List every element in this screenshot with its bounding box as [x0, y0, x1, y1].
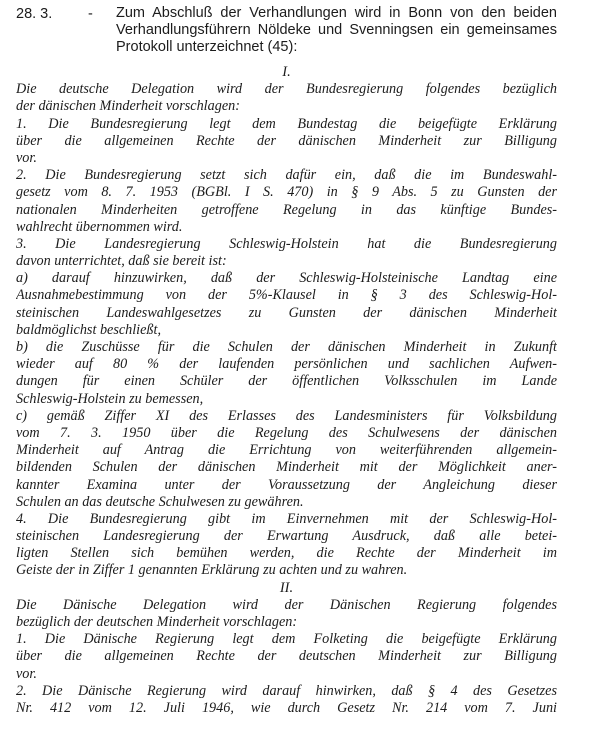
- text-line: Minderheit auf Antrag die Errichtung von weiterführenden allgemein-: [16, 442, 557, 459]
- text-line: nationalen Minderheiten getroffene Regelung in das künftige Bundes-: [16, 201, 557, 218]
- text-line: Die Dänische Delegation wird der Dänischen Regierung folgendes: [16, 596, 557, 613]
- text-line: dungen für einen Schüler der öffentlichen Volksschulen im Lande: [16, 373, 557, 390]
- text-line: kannter Examina unter der Voraussetzung der Angleichung dieser: [16, 476, 557, 493]
- text-line: Ausnahmebestimmung von der 5%-Klausel in § 3 des Schleswig-Hol-: [16, 287, 557, 304]
- text-line: Die deutsche Delegation wird der Bundesregierung folgendes bezüglich: [16, 81, 557, 98]
- text-line: 1. Die Bundesregierung legt dem Bundestag die beigefügte Erklärung: [16, 115, 557, 132]
- text-line: der dänischen Minderheit vorschlagen:: [16, 98, 240, 115]
- text-line: a) darauf hinzuwirken, daß der Schleswig-Holsteinische Landtag eine: [16, 270, 557, 287]
- text-line: über die allgemeinen Rechte der dänischen Minderheit zur Billigung: [16, 132, 557, 149]
- text-line: b) die Zuschüsse für die Schulen der dänischen Minderheit in Zukunft: [16, 339, 557, 355]
- text-line: 2. Die Dänische Regierung wird darauf hinwirken, daß § 4 des Gesetzes: [16, 682, 557, 699]
- text-line: vor.: [16, 665, 37, 682]
- text-line: wahlrecht übernommen wird.: [16, 218, 183, 235]
- text-line: vor.: [16, 149, 37, 166]
- section-ii-text: [16, 597, 557, 717]
- text-line: Geiste der in Ziffer 1 genannten Erklärung zu achten und zu wahren.: [16, 562, 408, 579]
- text-line: davon unterrichtet, daß sie bereit ist:: [16, 253, 227, 270]
- text-line: ligten Stellen sich bemühen werden, die Rechte der Minderheit im: [16, 545, 557, 562]
- entry-date: 28. 3.: [16, 6, 53, 22]
- text-line: bildenden Schulen der dänischen Minderheit mit der Möglichkeit aner-: [16, 459, 557, 476]
- text-line: steinischen Landeswahlgesetzes zu Gunsten der dänischen Minderheit: [16, 304, 557, 321]
- section-i-text: [16, 81, 557, 579]
- text-line: über die allgemeinen Rechte der deutschen Minderheit zur Billigung: [16, 648, 557, 665]
- entry-header: [0, 3, 600, 55]
- entry-dash: -: [88, 6, 93, 22]
- text-line: 1. Die Dänische Regierung legt dem Folketing die beigefügte Erklärung: [16, 631, 557, 648]
- text-line: Schulen an das deutsche Schulwesen zu gewähren.: [16, 493, 304, 510]
- text-line: Nr. 412 vom 12. Juli 1946, wie durch Gesetz Nr. 214 vom 7. Juni: [16, 699, 557, 716]
- section-numeral-i: I.: [282, 64, 291, 80]
- text-line: steinischen Landesregierung der Erwartung Ausdruck, daß alle betei-: [16, 528, 557, 545]
- text-line: vom 7. 3. 1950 über die Regelung des Schulwesens der dänischen: [16, 424, 557, 441]
- protocol-body: [16, 64, 557, 717]
- text-line: bezüglich der deutschen Minderheit vorschlagen:: [16, 614, 298, 630]
- text-line: baldmöglichst beschließt,: [16, 321, 162, 338]
- text-line: c) gemäß Ziffer XI des Erlasses des Landesministers für Volksbildung: [16, 407, 557, 424]
- section-numeral-ii: II.: [279, 579, 294, 596]
- text-line: wieder auf 80 % der laufenden persönlichen und sachlichen Aufwen-: [16, 356, 557, 373]
- text-line: 3. Die Landesregierung Schleswig-Holstein hat die Bundesregierung: [16, 235, 557, 252]
- text-line: gesetz vom 8. 7. 1953 (BGBl. I S. 470) in § 9 Abs. 5 zu Gunsten der: [16, 184, 557, 201]
- text-line: 4. Die Bundesregierung gibt im Einvernehmen mit der Schleswig-Hol-: [16, 510, 557, 527]
- text-line: 2. Die Bundesregierung setzt sich dafür ein, daß die im Bundeswahl-: [16, 167, 557, 184]
- entry-summary: Zum Abschluß der Verhandlungen wird in Bonn von den beiden Verhandlungsführern Nöldeke und Svenningsen ein gemeinsames Protokoll unterzeichnet (45):: [116, 5, 557, 56]
- text-line: Schleswig-Holstein zu bemessen,: [16, 390, 204, 407]
